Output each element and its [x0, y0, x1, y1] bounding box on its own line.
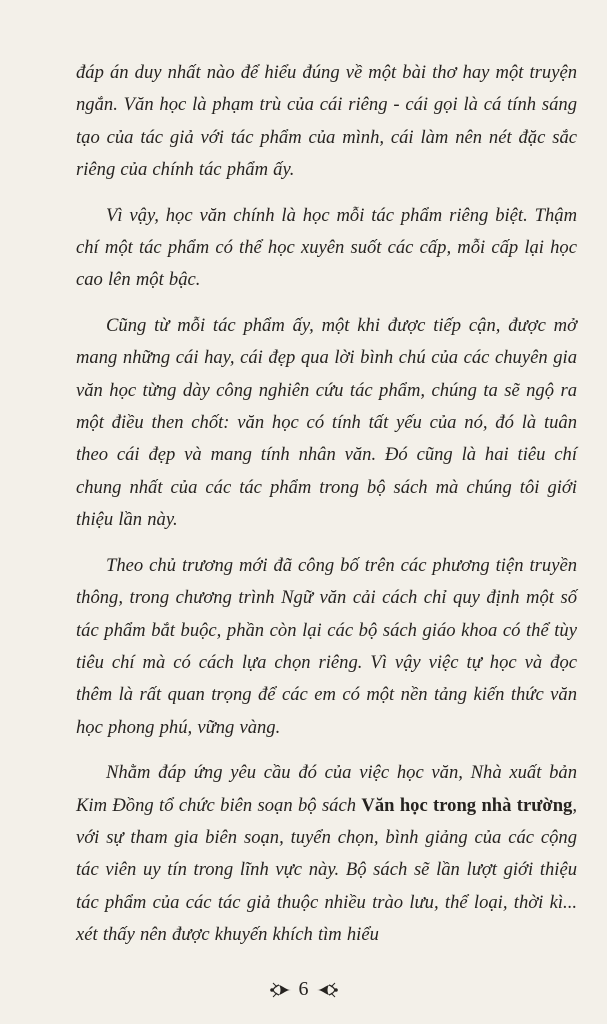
- paragraph-5-end: , với sự tham gia biên soạn, tuyển chọn, bình giảng của các cộng tác viên uy tín trong lĩnh vực này. Bộ sách sẽ lần lượt giới thiệu tác phẩm của các tác giả thuộc nhiều trào lưu, thể loại, thời kì... xét thấy nên được khuyến khích tìm hiểu: [76, 794, 577, 946]
- floral-ornament-icon: [315, 982, 339, 998]
- page-number: 6: [298, 978, 309, 1000]
- series-title: Văn học trong nhà trường: [361, 794, 573, 816]
- floral-ornament-icon: [269, 982, 293, 998]
- paragraph-1: đáp án duy nhất nào để hiểu đúng về một bài thơ hay một truyện ngắn. Văn học là phạm trù của cái riêng - cái gọi là cá tính sáng tạo của tác giả với tác phẩm của mình, cái làm nên nét đặc sắc riêng của chính tác phẩm ấy.: [76, 62, 577, 181]
- paragraph-5: [76, 757, 577, 951]
- paragraph-5-start: Nhằm đáp ứng yêu cầu đó của việc học văn, Nhà xuất bản Kim Đồng tổ chức biên soạn bộ sách: [76, 762, 577, 816]
- paragraph-3: Cũng từ mỗi tác phẩm ấy, một khi được tiếp cận, được mở mang những cái hay, cái đẹp qua lời bình chú của các chuyên gia văn học từng dày công nghiên cứu tác phẩm, chúng ta sẽ ngộ ra một điều then chốt: văn học có tính tất yếu của nó, đó là tuân theo cái đẹp và mang tính nhân văn. Đó cũng là hai tiêu chí chung nhất của các tác phẩm trong bộ sách mà chúng tôi giới thiệu lần này.: [76, 314, 577, 531]
- paragraph-2: Vì vậy, học văn chính là học mỗi tác phẩm riêng biệt. Thậm chí một tác phẩm có thể học xuyên suốt các cấp, mỗi cấp lại học cao lên một bậc.: [76, 204, 577, 291]
- paragraph-4: Theo chủ trương mới đã công bố trên các phương tiện truyền thông, trong chương trình Ngữ văn cải cách chỉ quy định một số tác phẩm bắt buộc, phần còn lại các bộ sách giáo khoa có thể tùy tiêu chí mà có cách lựa chọn riêng. Vì vậy việc tự học và đọc thêm là rất quan trọng để các em có một nền tảng kiến thức văn học phong phú, vững vàng.: [76, 554, 577, 738]
- page-footer: [0, 978, 607, 1001]
